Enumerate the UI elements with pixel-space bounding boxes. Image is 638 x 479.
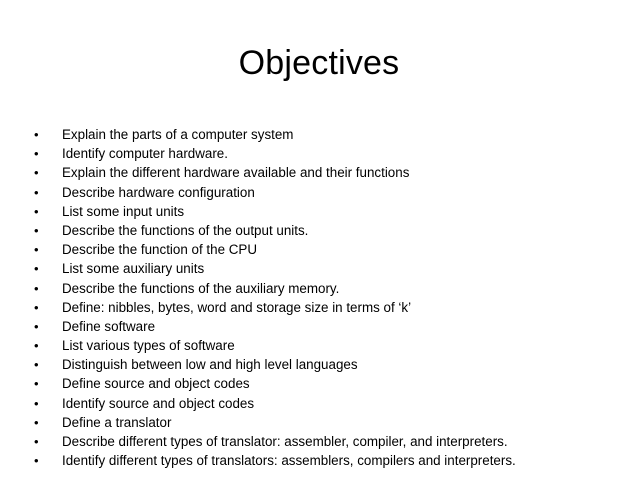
bullet-icon: • [34,280,39,296]
list-item-text: Identify computer hardware. [62,146,228,162]
list-item-text: Describe hardware configuration [62,184,255,200]
list-item [34,279,624,298]
bullet-icon: • [34,376,39,392]
bullet-icon: • [34,146,39,162]
list-item [34,240,624,259]
bullet-icon: • [34,453,39,469]
bullet-icon: • [34,318,39,334]
bullet-icon: • [34,165,39,181]
list-item-text: Distinguish between low and high level languages [62,357,358,373]
list-item [34,221,624,240]
list-item [34,125,624,144]
list-item [34,298,624,317]
list-item [34,451,624,470]
bullet-icon: • [34,414,39,430]
list-item-text: Explain the parts of a computer system [62,127,294,142]
list-item-text: Describe the functions of the output units. [62,222,309,238]
list-item-text: Describe different types of translator: assembler, compiler, and interpreters. [62,434,508,449]
list-item-text: Define software [62,318,156,334]
list-item-text: List some auxiliary units [62,261,205,277]
list-item-text: Identify source and object codes [62,395,255,411]
list-item-text: List some input units [62,203,185,219]
bullet-icon: • [34,203,39,219]
bullet-icon: • [34,395,39,411]
bullet-icon: • [34,338,39,354]
bullet-icon: • [34,299,39,315]
bullet-icon: • [34,242,39,258]
list-item [34,413,624,432]
list-item [34,163,624,182]
list-item [34,394,624,413]
list-item-text: Define a translator [62,414,172,430]
list-item [34,202,624,221]
list-item [34,317,624,336]
bullet-icon: • [34,222,39,238]
bullet-icon: • [34,357,39,373]
list-item-text: Identify different types of translators: assemblers, compilers and interpreters. [62,453,516,469]
list-item-text: Describe the functions of the auxiliary memory. [62,280,340,296]
list-item-text: Define: nibbles, bytes, word and storage size in terms of ‘k’ [62,299,412,315]
list-item [34,374,624,393]
list-item [34,355,624,374]
bullet-icon: • [34,261,39,277]
list-item [34,259,624,278]
list-item [34,183,624,202]
list-item-text: Explain the different hardware available and their functions [62,165,410,181]
objectives-list [34,125,624,470]
slide-title: Objectives [238,44,400,82]
list-item [34,144,624,163]
list-item-text: Describe the function of the CPU [62,242,258,258]
list-item-text: List various types of software [62,338,235,354]
list-item [34,432,624,451]
bullet-icon: • [34,434,39,449]
list-item [34,336,624,355]
list-item-text: Define source and object codes [62,376,250,392]
bullet-icon: • [34,127,39,142]
bullet-icon: • [34,184,39,200]
